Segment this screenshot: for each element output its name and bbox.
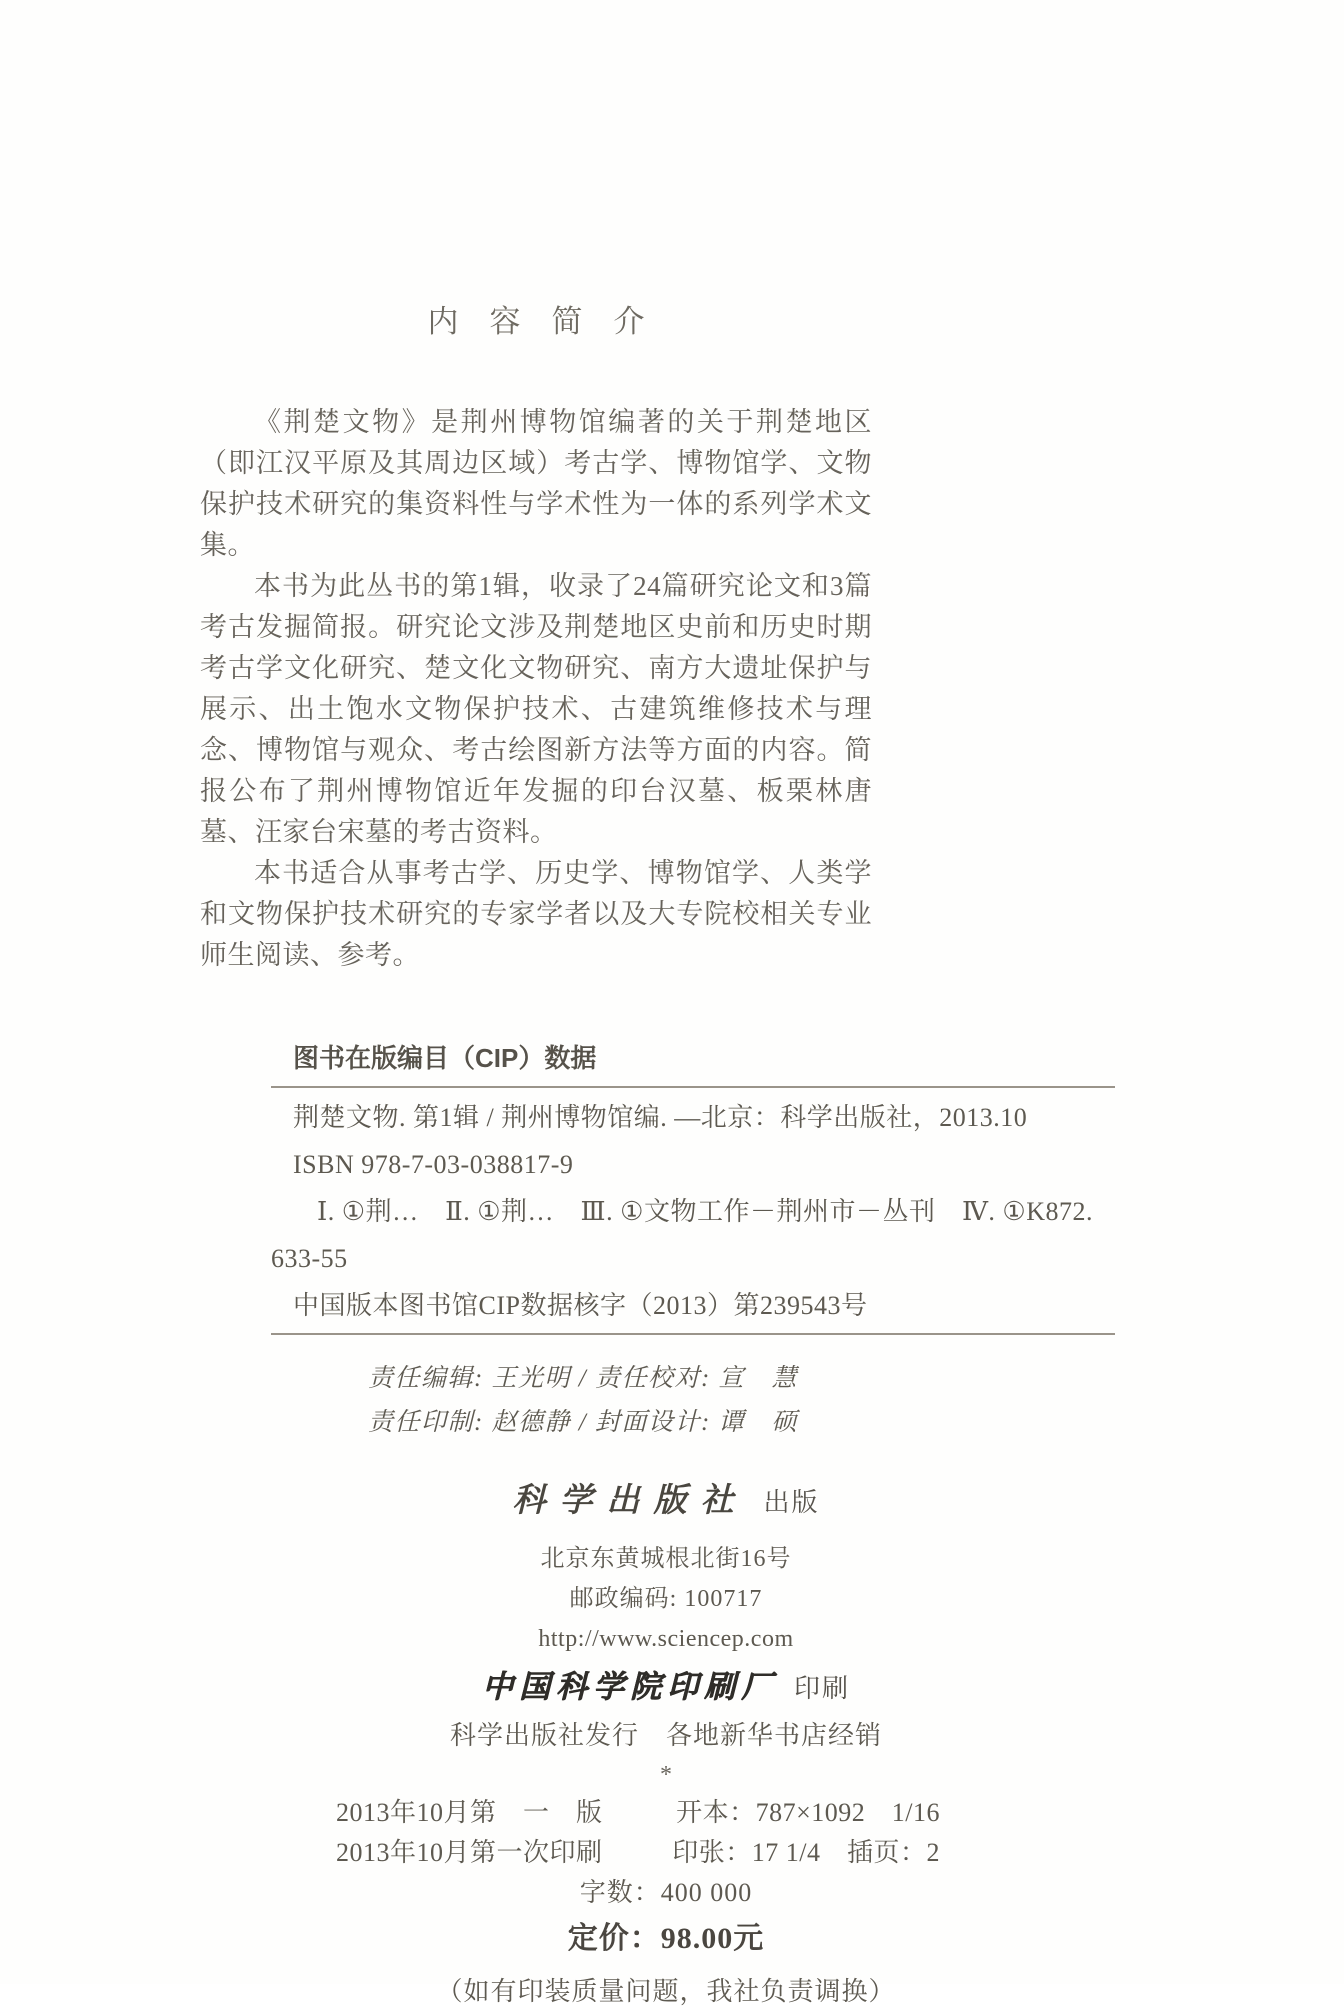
- staff-credits-section: [200, 1357, 966, 1445]
- price-line: [336, 1917, 996, 1961]
- quality-note: （如有印装质量问题，我社负责调换）: [436, 1977, 896, 2006]
- staff-credits-line-1: 责任编辑: 王光明 / 责任校对: 宣 慧: [367, 1365, 799, 1392]
- publisher-website: http://www.sciencep.com: [538, 1626, 794, 1652]
- cip-heading: 图书在版编目（CIP）数据: [293, 1043, 597, 1073]
- cip-classification-continuation: 633-55: [271, 1244, 348, 1273]
- intro-paragraph-3: 本书适合从事考古学、历史学、博物馆学、人类学和文物保护技术研究的专家学者以及大专院校相关专业师生阅读、参考。: [200, 858, 872, 970]
- printing-date: 2013年10月第一次印刷: [336, 1838, 603, 1867]
- intro-paragraph-1: 《荆楚文物》是荆州博物馆编著的关于荆楚地区（即江汉平原及其周边区域）考古学、博物馆学、文物保护技术研究的集资料性与学术性为一体的系列学术文集。: [200, 407, 872, 560]
- publisher-address: 北京东黄城根北街16号: [540, 1546, 792, 1572]
- divider-rule-bottom: [271, 1333, 1115, 1335]
- cip-record-number-line: 中国版本图书馆CIP数据核字（2013）第239543号: [293, 1291, 868, 1320]
- sheets-spec: 印张：17 1/4 插页：2: [672, 1838, 940, 1867]
- price-value: 98.00元: [660, 1922, 765, 1955]
- price-label: 定价：: [567, 1922, 661, 1955]
- printer-line: [336, 1665, 996, 1715]
- edition-date: 2013年10月第 一 版: [336, 1798, 603, 1827]
- cip-lines: [271, 1094, 1115, 1329]
- publisher-name-line: [336, 1477, 996, 1531]
- page-title: 内 容 简 介: [427, 304, 645, 339]
- distribution-line: 科学出版社发行 各地新华书店经销: [449, 1721, 882, 1750]
- content-intro-section: [200, 0, 872, 976]
- publisher-postcode: 邮政编码: 100717: [569, 1586, 763, 1612]
- publisher-role-label: 出版: [763, 1488, 820, 1517]
- edition-row-1: [336, 1793, 996, 1833]
- cip-data-section: [271, 1040, 1115, 1335]
- cip-classification-line: Ⅰ. ①荆… Ⅱ. ①荆… Ⅲ. ①文物工作－荆州市－丛刊 Ⅳ. ①K872.: [317, 1197, 1094, 1226]
- edition-row-2: [336, 1833, 996, 1873]
- publisher-logotype: 科学出版社: [512, 1483, 748, 1519]
- divider-rule-top: [271, 1086, 1115, 1088]
- word-count: 字数：400 000: [579, 1878, 753, 1907]
- format-spec: 开本：787×1092 1/16: [676, 1798, 940, 1827]
- printer-role-label: 印刷: [793, 1674, 850, 1703]
- printer-logotype: 中国科学院印刷厂: [481, 1669, 778, 1704]
- colophon-section: [336, 1477, 996, 2011]
- cip-isbn-line: ISBN 978-7-03-038817-9: [293, 1150, 574, 1179]
- intro-paragraph-2: 本书为此丛书的第1辑，收录了24篇研究论文和3篇考古发掘简报。研究论文涉及荆楚地区史前和历史时期考古学文化研究、楚文化文物研究、南方大遗址保护与展示、出土饱水文物保护技术、古建筑维修技术与理念、博物馆与观众、考古绘图新方法等方面的内容。简报公布了荆州博物馆近年发掘的印台汉墓、板栗林唐墓、汪家台宋墓的考古资料。: [200, 571, 872, 847]
- cip-title-line: 荆楚文物. 第1辑 / 荆州博物馆编. —北京：科学出版社，2013.10: [293, 1103, 1028, 1132]
- staff-credits-line-2: 责任印制: 赵德静 / 封面设计: 谭 硕: [367, 1409, 799, 1436]
- asterisk-divider: *: [660, 1762, 672, 1788]
